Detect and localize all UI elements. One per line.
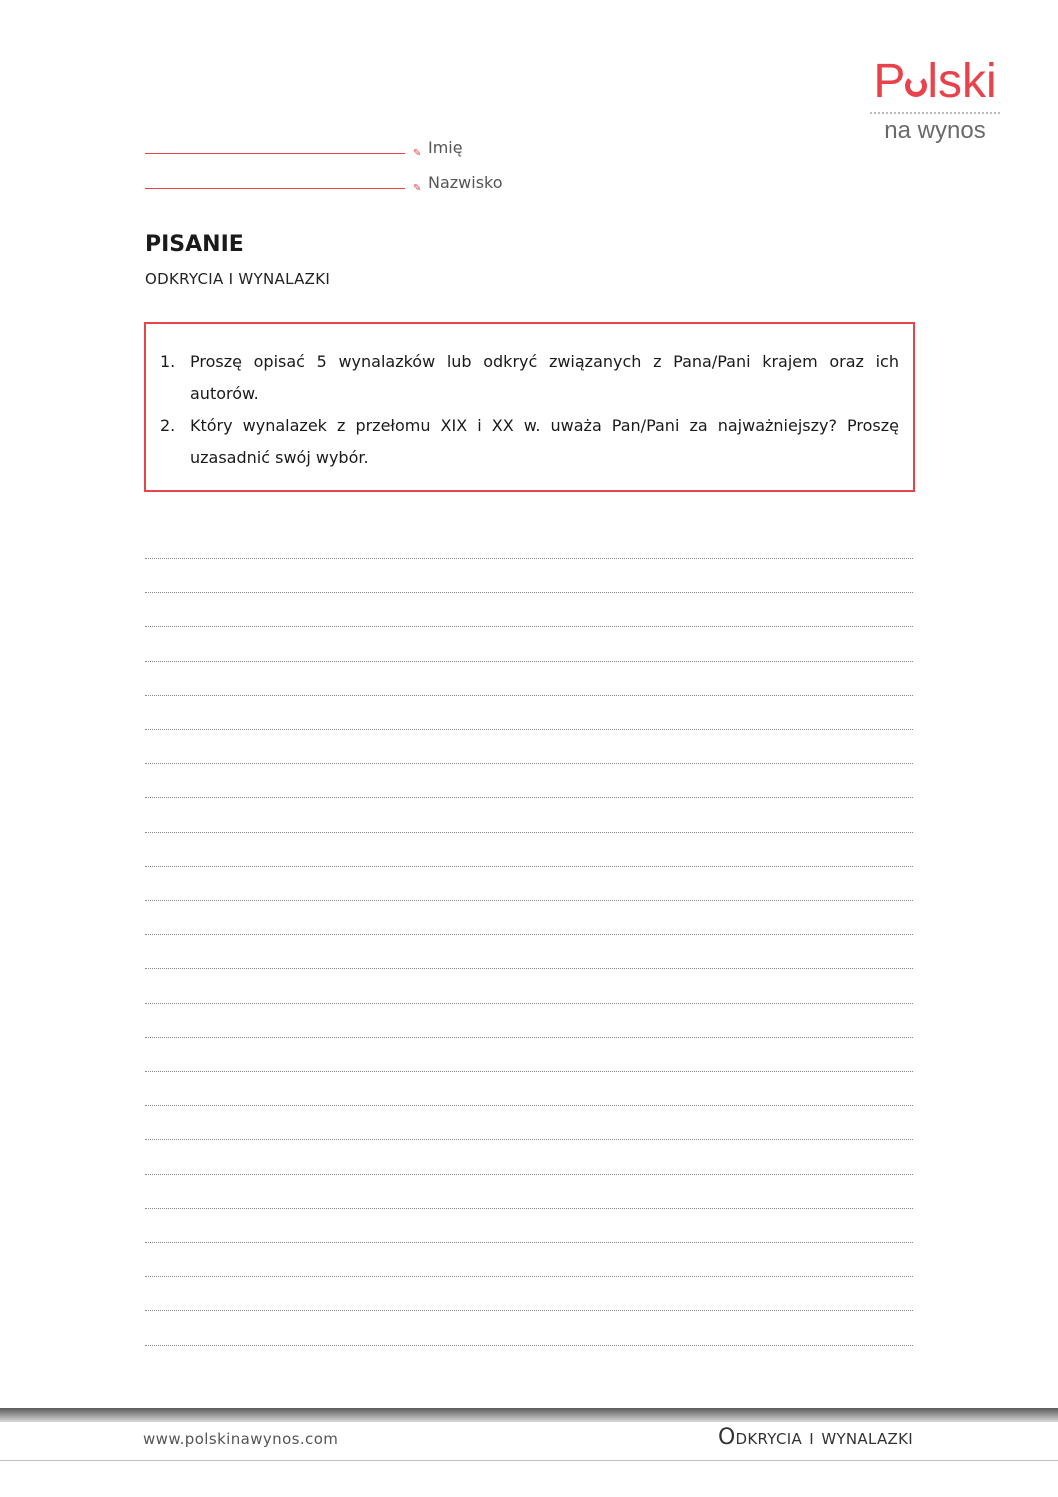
writing-line[interactable] xyxy=(145,934,913,935)
writing-line[interactable] xyxy=(145,1174,913,1175)
writing-line[interactable] xyxy=(145,1139,913,1140)
logo-subtitle: na wynos xyxy=(884,117,986,144)
smile-icon xyxy=(905,75,927,97)
writing-line[interactable] xyxy=(145,968,913,969)
writing-line[interactable] xyxy=(145,558,913,559)
task-box xyxy=(144,322,915,492)
writing-line[interactable] xyxy=(145,729,913,730)
writing-line[interactable] xyxy=(145,1242,913,1243)
writing-line[interactable] xyxy=(145,866,913,867)
writing-line[interactable] xyxy=(145,1276,913,1277)
task-list xyxy=(160,346,899,474)
logo-wordmark: P lski xyxy=(873,55,997,108)
writing-line[interactable] xyxy=(145,1310,913,1311)
writing-line[interactable] xyxy=(145,626,913,627)
surname-label: Nazwisko xyxy=(428,173,503,192)
section-subtitle: ODKRYCIA I WYNALAZKI xyxy=(145,270,331,288)
task-number: 2. xyxy=(160,416,176,435)
writing-line[interactable] xyxy=(145,797,913,798)
writing-line[interactable] xyxy=(145,763,913,764)
footer-title: Odkrycia i wynalazki xyxy=(717,1425,913,1450)
task-item xyxy=(160,346,899,410)
footer-url[interactable]: www.polskinawynos.com xyxy=(143,1430,339,1448)
writing-line[interactable] xyxy=(145,1345,913,1346)
task-text: Proszę opisać 5 wynalazków lub odkryć związanych z Pana/Pani krajem oraz ich autorów. xyxy=(190,352,899,403)
writing-line[interactable] xyxy=(145,900,913,901)
writing-line[interactable] xyxy=(145,695,913,696)
writing-line[interactable] xyxy=(145,1071,913,1072)
writing-line[interactable] xyxy=(145,592,913,593)
logo xyxy=(860,56,1010,146)
writing-line[interactable] xyxy=(145,1003,913,1004)
logo-divider xyxy=(870,112,1000,114)
task-text: Który wynalazek z przełomu XIX i XX w. uważa Pan/Pani za najważniejszy? Proszę uzasadnić swój wybór. xyxy=(190,416,899,467)
name-label: Imię xyxy=(428,138,463,157)
section-title: PISANIE xyxy=(145,232,244,257)
pencil-icon: ✎ xyxy=(413,183,422,194)
writing-line[interactable] xyxy=(145,1037,913,1038)
task-number: 1. xyxy=(160,352,176,371)
writing-line[interactable] xyxy=(145,1208,913,1209)
surname-line[interactable] xyxy=(145,188,405,189)
footer-divider xyxy=(0,1460,1058,1461)
name-line[interactable] xyxy=(145,153,405,154)
writing-line[interactable] xyxy=(145,832,913,833)
writing-line[interactable] xyxy=(145,1105,913,1106)
footer-bar xyxy=(0,1408,1058,1422)
pencil-icon: ✎ xyxy=(413,148,422,159)
task-item xyxy=(160,410,899,474)
writing-line[interactable] xyxy=(145,661,913,662)
